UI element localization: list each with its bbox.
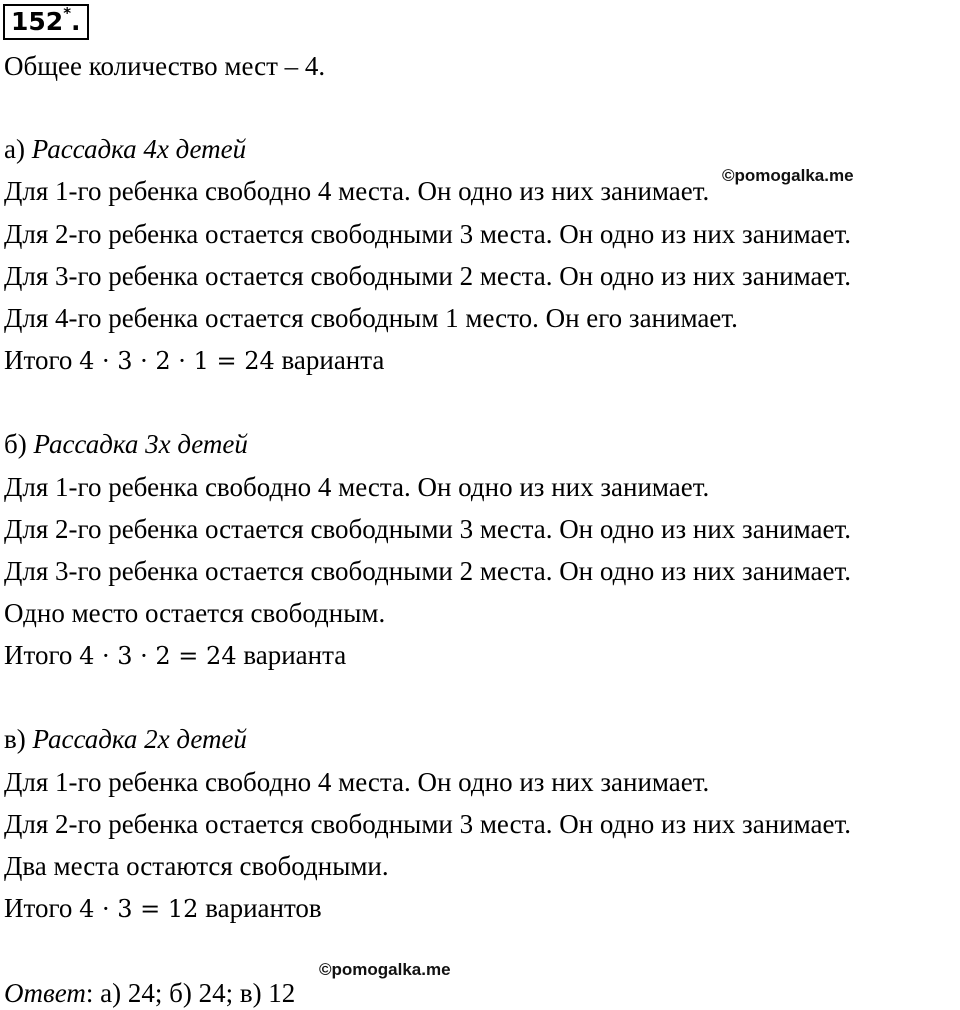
section-a-line-2: Для 2-го ребенка остается свободными 3 места. Он одно из них занимает.	[4, 219, 851, 249]
watermark-top: ©pomogalka.me	[722, 166, 854, 185]
intro-text: Общее количество мест – 4.	[4, 51, 326, 81]
section-a-title: Рассадка 4х детей	[31, 134, 247, 164]
section-a-label: а)	[4, 134, 25, 164]
section-c-total-expr: 4 · 3 = 12	[79, 895, 199, 923]
section-c-line-2: Для 2-го ребенка остается свободными 3 места. Он одно из них занимает.	[4, 809, 851, 839]
section-b-total-expr: 4 · 3 · 2 = 24	[79, 642, 237, 670]
section-c-line-3: Два места остаются свободными.	[4, 851, 389, 881]
answer-label: Ответ	[4, 978, 86, 1008]
section-b-line-4: Одно место остается свободным.	[4, 598, 386, 628]
section-a-line-4: Для 4-го ребенка остается свободным 1 место. Он его занимает.	[4, 303, 738, 333]
section-b-heading	[4, 427, 248, 461]
section-c-title: Рассадка 2х детей	[32, 724, 247, 754]
section-b-line-1: Для 1-го ребенка свободно 4 места. Он одно из них занимает.	[4, 472, 710, 502]
section-a-total: Итого 4 · 3 · 2 · 1 = 24 варианта	[4, 345, 385, 375]
problem-number: 152*.	[3, 4, 89, 40]
section-c-heading	[4, 722, 247, 756]
section-a-total-expr: 4 · 3 · 2 · 1 = 24	[79, 347, 275, 375]
problem-marker: *	[63, 3, 72, 22]
watermark-bottom: ©pomogalka.me	[319, 960, 451, 979]
section-b-line-2: Для 2-го ребенка остается свободными 3 места. Он одно из них занимает.	[4, 514, 851, 544]
section-b-total: Итого 4 · 3 · 2 = 24 варианта	[4, 640, 347, 670]
section-b-label: б)	[4, 429, 27, 459]
answer-text: а) 24; б) 24; в) 12	[100, 978, 296, 1008]
section-c-line-1: Для 1-го ребенка свободно 4 места. Он одно из них занимает.	[4, 767, 710, 797]
section-b-title: Рассадка 3х детей	[33, 429, 248, 459]
section-a-line-1: Для 1-го ребенка свободно 4 места. Он одно из них занимает.	[4, 176, 710, 206]
section-c-label: в)	[4, 724, 26, 754]
answer-line: Ответ: а) 24; б) 24; в) 12	[4, 978, 296, 1008]
section-a-heading	[4, 132, 246, 166]
section-c-total: Итого 4 · 3 = 12 вариантов	[4, 893, 322, 923]
section-a-line-3: Для 3-го ребенка остается свободными 2 места. Он одно из них занимает.	[4, 261, 851, 291]
section-b-line-3: Для 3-го ребенка остается свободными 2 места. Он одно из них занимает.	[4, 556, 851, 586]
